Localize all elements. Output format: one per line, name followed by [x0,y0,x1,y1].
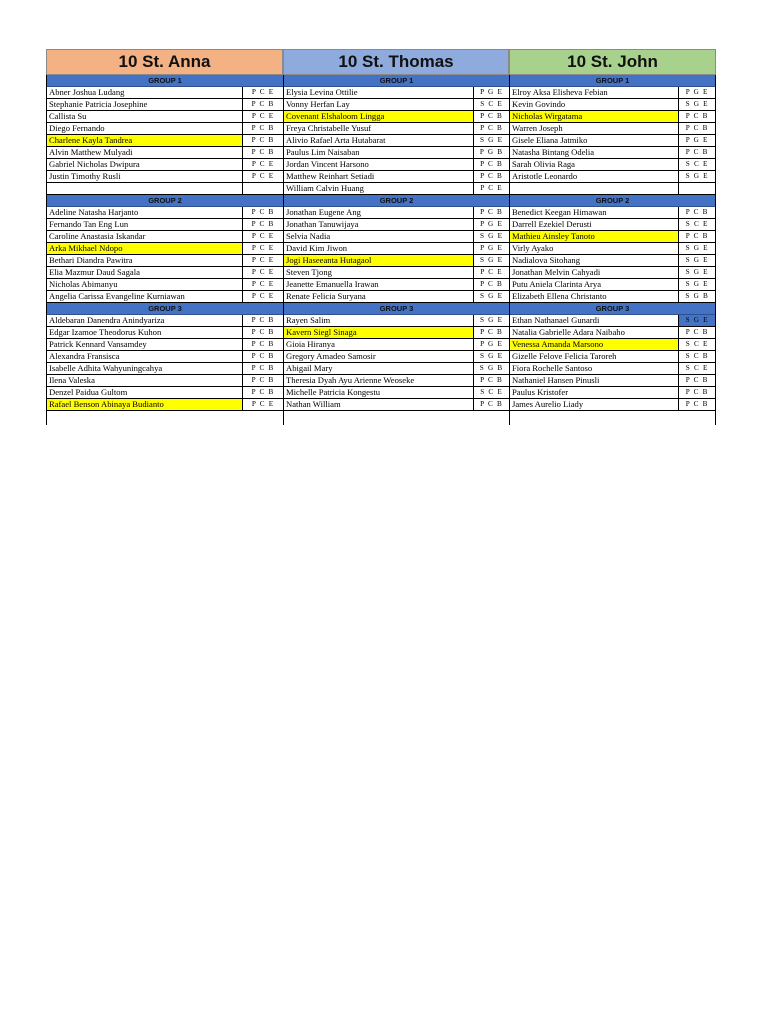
student-row [284,171,509,183]
empty-row [510,411,715,425]
student-row [47,351,283,363]
student-row [510,111,715,123]
student-row [47,99,283,111]
subject-code-cell[interactable]: P C E [251,292,275,300]
class-title-st-anna[interactable]: 10 St. Anna [46,49,283,75]
subject-code-cell[interactable]: P C B [685,148,709,156]
subject-code-cell[interactable]: S G E [479,256,504,264]
student-name-cell[interactable]: Patrick Kennard Vansamdey [47,339,243,350]
student-row [47,219,283,231]
group-header[interactable]: GROUP 1 [510,75,715,87]
student-name-cell[interactable]: Natasha Bintang Odelia [510,147,679,158]
student-name-cell[interactable]: Jeanette Emanuella Irawan [284,279,474,290]
subject-code-cell[interactable]: P G E [480,244,504,252]
group-header[interactable]: GROUP 2 [284,195,509,207]
student-row [47,387,283,399]
student-row [510,255,715,267]
student-name-cell[interactable]: Kevin Govindo [510,99,679,110]
student-row [47,375,283,387]
subject-code-cell[interactable]: S G E [479,316,504,324]
class-column-st-thomas [283,75,509,425]
subject-code-cell[interactable]: P C E [251,280,275,288]
group-header[interactable]: GROUP 2 [47,195,283,207]
student-name-cell[interactable]: Freya Christabelle Yusuf [284,123,474,134]
subject-code-cell[interactable]: S G B [685,292,709,300]
subject-code-cell[interactable]: S G B [479,364,504,372]
student-row [47,123,283,135]
student-row [284,219,509,231]
subject-code-cell[interactable]: P C B [251,220,275,228]
student-name-cell[interactable]: Denzel Paidua Gultom [47,387,243,398]
subject-code-cell[interactable]: P C E [251,172,275,180]
student-row [284,267,509,279]
student-row [284,375,509,387]
student-name-cell[interactable]: Gioia Hiranya [284,339,474,350]
student-name-cell[interactable]: Matthew Reinhart Setiadi [284,171,474,182]
subject-code-cell[interactable]: P C B [251,340,275,348]
subject-code-cell[interactable]: P G E [480,88,504,96]
student-row [284,123,509,135]
subject-code-cell[interactable]: P C B [480,376,504,384]
student-name-cell[interactable]: David Kim Jiwon [284,243,474,254]
subject-code-cell[interactable]: P C B [251,328,275,336]
subject-code-cell[interactable]: P C B [685,208,709,216]
student-name-cell[interactable]: Michelle Patricia Kongestu [284,387,474,398]
subject-code-cell[interactable]: S G E [479,232,504,240]
student-name-cell[interactable]: Elia Mazmur Daud Sagala [47,267,243,278]
student-name-cell[interactable]: Ethan Nathanael Gunardi [510,315,679,326]
student-row [284,231,509,243]
subject-code-cell[interactable]: P G E [480,220,504,228]
student-row [47,279,283,291]
student-row [510,135,715,147]
student-name-cell[interactable]: Angelia Carissa Evangeline Kurniawan [47,291,243,302]
class-columns [46,75,716,425]
student-row [284,291,509,303]
student-row [47,87,283,99]
student-row [510,219,715,231]
subject-code-cell[interactable]: P C B [251,352,275,360]
student-row [510,279,715,291]
subject-code-cell[interactable]: P C E [251,400,275,408]
student-row [284,111,509,123]
student-name-cell[interactable]: Nathaniel Hansen Pinusli [510,375,679,386]
empty-row [284,411,509,425]
subject-code-cell[interactable]: P C B [480,328,504,336]
subject-code-cell[interactable]: P C B [480,400,504,408]
student-row [510,171,715,183]
student-name-cell[interactable]: Virly Ayako [510,243,679,254]
subject-code-cell[interactable] [243,183,283,194]
student-row [284,363,509,375]
student-name-cell[interactable]: Natalia Gabrielle Adara Naibaho [510,327,679,338]
student-row [510,267,715,279]
student-name-cell[interactable]: Callista Su [47,111,243,122]
student-name-cell[interactable]: Renate Felicia Suryana [284,291,474,302]
subject-code-cell[interactable]: P C B [480,280,504,288]
subject-code-cell[interactable]: P C B [251,148,275,156]
student-row [284,315,509,327]
student-row [47,135,283,147]
student-name-cell[interactable]: Jogi Haseeanta Hutagaol [284,255,474,266]
subject-code-cell[interactable]: P G E [685,136,709,144]
student-row [47,315,283,327]
subject-code-cell[interactable]: S C E [480,100,503,108]
subject-code-cell[interactable]: S C B [685,352,709,360]
subject-code-cell[interactable]: S G E [685,256,709,264]
subject-code-cell[interactable]: S G E [479,136,504,144]
student-name-cell[interactable]: Nadialova Sitohang [510,255,679,266]
student-name-cell[interactable]: Gregory Amadeo Samosir [284,351,474,362]
subject-code-cell[interactable]: S C E [685,364,709,372]
subject-code-cell[interactable]: S G E [685,172,709,180]
student-name-cell[interactable]: Paulus Kristofer [510,387,679,398]
student-row [284,279,509,291]
student-name-cell[interactable]: Benedict Keegan Himawan [510,207,679,218]
subject-code-cell[interactable]: P C B [251,100,275,108]
student-name-cell[interactable] [510,183,679,194]
student-name-cell[interactable]: Abner Joshua Ludang [47,87,243,98]
group-header[interactable]: GROUP 1 [284,75,509,87]
student-name-cell[interactable]: Isabelle Adhita Wahyuningcahya [47,363,243,374]
subject-code-cell[interactable]: P C B [685,112,709,120]
student-name-cell[interactable]: Aldebaran Danendra Anindyariza [47,315,243,326]
student-name-cell[interactable]: Diego Fernando [47,123,243,134]
class-title-st-thomas[interactable]: 10 St. Thomas [283,49,509,75]
subject-code-cell[interactable]: P C B [480,160,504,168]
subject-code-cell[interactable]: P C B [251,376,275,384]
student-name-cell[interactable]: Aristotle Leonardo [510,171,679,182]
group-header[interactable]: GROUP 3 [510,303,715,315]
student-row [47,183,283,195]
student-name-cell[interactable]: Ilena Valeska [47,375,243,386]
subject-code-cell[interactable]: P C B [685,124,709,132]
subject-code-cell[interactable]: P C B [251,124,275,132]
student-name-cell[interactable]: Jonathan Eugene Ang [284,207,474,218]
group-header[interactable]: GROUP 3 [47,303,283,315]
student-row [284,99,509,111]
subject-code-cell[interactable]: S G E [685,244,709,252]
group-header[interactable]: GROUP 1 [47,75,283,87]
student-name-cell[interactable]: Nicholas Abimanyu [47,279,243,290]
student-row [284,243,509,255]
student-row [47,159,283,171]
student-row [284,327,509,339]
subject-code-cell[interactable]: P C E [251,268,275,276]
student-name-cell[interactable]: Stephanie Patricia Josephine [47,99,243,110]
student-name-cell[interactable]: Alexandra Fransisca [47,351,243,362]
student-name-cell[interactable]: Elysia Levina Ottilie [284,87,474,98]
student-row [510,315,715,327]
student-name-cell[interactable]: Jonathan Tanuwijaya [284,219,474,230]
student-name-cell[interactable]: Alivio Rafael Arta Hutabarat [284,135,474,146]
student-row [284,207,509,219]
subject-code-cell[interactable]: S C E [685,340,709,348]
student-row [47,231,283,243]
student-row [47,147,283,159]
student-row [510,123,715,135]
class-group-sheet [46,49,716,425]
subject-code-cell[interactable]: P G E [480,340,504,348]
subject-code-cell[interactable]: S G E [479,352,504,360]
class-column-st-anna [46,75,283,425]
subject-code-cell[interactable]: P G E [685,88,709,96]
subject-code-cell[interactable]: S G E [685,100,709,108]
student-name-cell[interactable]: Covenant Elshaloom Lingga [284,111,474,122]
student-name-cell[interactable]: Edgar Izamoe Theodorus Kuhon [47,327,243,338]
subject-code-cell[interactable]: P C E [251,232,275,240]
subject-code-cell[interactable]: P C E [480,268,503,276]
class-title-row [46,49,716,75]
student-row [510,231,715,243]
student-name-cell[interactable]: Paulus Lim Naisaban [284,147,474,158]
student-name-cell[interactable]: Darrell Ezekiel Derusti [510,219,679,230]
student-name-cell[interactable]: Gizelle Felove Felicia Taroreh [510,351,679,362]
student-row [510,375,715,387]
class-column-st-john [509,75,716,425]
student-row [284,399,509,411]
student-row [284,387,509,399]
student-name-cell[interactable]: Mathieu Ainsley Tanoto [510,231,679,242]
student-name-cell[interactable]: Warren Joseph [510,123,679,134]
student-row [510,99,715,111]
subject-code-cell[interactable]: P C B [685,400,709,408]
student-name-cell[interactable]: James Aurelio Liady [510,399,679,410]
student-row [284,339,509,351]
subject-code-cell[interactable]: S G E [479,292,504,300]
student-row [510,363,715,375]
student-row [510,339,715,351]
student-name-cell[interactable]: Gisele Eliana Jatmiko [510,135,679,146]
subject-code-cell[interactable]: P C B [480,124,504,132]
student-name-cell[interactable] [47,183,243,194]
student-name-cell[interactable]: Rafael Benson Abinaya Budianto [47,399,243,410]
student-row [510,291,715,303]
student-row [47,171,283,183]
subject-code-cell[interactable]: P C E [251,88,275,96]
student-row [284,147,509,159]
student-row [510,387,715,399]
student-row [510,351,715,363]
student-name-cell[interactable]: Fiora Rochelle Santoso [510,363,679,374]
student-row [510,183,715,195]
subject-code-cell[interactable]: S G E [685,268,709,276]
subject-code-cell[interactable]: S G E [679,315,715,326]
student-name-cell[interactable]: Jordan Vincent Harsono [284,159,474,170]
student-row [284,135,509,147]
student-row [510,159,715,171]
student-row [47,111,283,123]
subject-code-cell[interactable]: P C B [251,208,275,216]
group-header[interactable]: GROUP 3 [284,303,509,315]
student-row [47,363,283,375]
student-row [284,87,509,99]
subject-code-cell[interactable]: P G B [479,148,504,156]
subject-code-cell[interactable]: P C E [251,112,275,120]
subject-code-cell[interactable]: P C B [480,208,504,216]
student-name-cell[interactable]: Vonny Herfan Lay [284,99,474,110]
student-row [510,327,715,339]
student-name-cell[interactable]: Nathan William [284,399,474,410]
student-name-cell[interactable]: Steven Tjong [284,267,474,278]
student-name-cell[interactable]: Elizabeth Ellena Christanto [510,291,679,302]
student-name-cell[interactable]: William Calvin Huang [284,183,474,194]
student-row [47,327,283,339]
student-name-cell[interactable]: Caroline Anastasia Iskandar [47,231,243,242]
student-name-cell[interactable]: Kavern Siegl Sinaga [284,327,474,338]
student-row [284,159,509,171]
student-row [284,351,509,363]
subject-code-cell[interactable]: S C E [685,220,709,228]
student-name-cell[interactable]: Abigail Mary [284,363,474,374]
subject-code-cell[interactable] [679,183,715,194]
subject-code-cell[interactable]: S C E [480,388,503,396]
student-row [284,183,509,195]
subject-code-cell[interactable]: P C B [685,328,709,336]
subject-code-cell[interactable]: P C B [685,376,709,384]
subject-code-cell[interactable]: P C B [685,232,709,240]
student-name-cell[interactable]: Justin Timothy Rusli [47,171,243,182]
student-row [510,87,715,99]
subject-code-cell[interactable]: P C B [251,136,275,144]
student-name-cell[interactable]: Charlene Kayla Tandrea [47,135,243,146]
student-name-cell[interactable]: Theresia Dyah Ayu Arienne Weoseke [284,375,474,386]
student-row [510,243,715,255]
student-name-cell[interactable]: Alvin Matthew Mulyadi [47,147,243,158]
student-name-cell[interactable]: Gabriel Nicholas Dwipura [47,159,243,170]
student-name-cell[interactable]: Jonathan Melvin Cahyadi [510,267,679,278]
student-row [47,267,283,279]
student-name-cell[interactable]: Bethari Diandra Pawitra [47,255,243,266]
student-row [47,399,283,411]
student-name-cell[interactable]: Selvia Nadia [284,231,474,242]
student-name-cell[interactable]: Putu Aniela Clarinta Arya [510,279,679,290]
empty-row [47,411,283,425]
subject-code-cell[interactable]: P C B [480,172,504,180]
group-header[interactable]: GROUP 2 [510,195,715,207]
subject-code-cell[interactable]: P C B [251,364,275,372]
student-name-cell[interactable]: Arka Mikhael Ndopo [47,243,243,254]
student-row [47,207,283,219]
student-name-cell[interactable]: Elroy Aksa Elisheva Febian [510,87,679,98]
student-row [47,243,283,255]
student-name-cell[interactable]: Rayen Salim [284,315,474,326]
subject-code-cell[interactable]: P C B [251,388,275,396]
student-name-cell[interactable]: Adeline Natasha Harjanto [47,207,243,218]
subject-code-cell[interactable]: P C B [251,316,275,324]
student-row [510,207,715,219]
student-row [47,255,283,267]
student-name-cell[interactable]: Nicholas Wirgatama [510,111,679,122]
student-row [510,399,715,411]
student-row [284,255,509,267]
class-title-st-john[interactable]: 10 St. John [509,49,716,75]
subject-code-cell[interactable]: P C B [685,388,709,396]
student-row [47,291,283,303]
subject-code-cell[interactable]: S G E [685,280,709,288]
student-name-cell[interactable]: Venessa Amanda Marsono [510,339,679,350]
subject-code-cell[interactable]: S C E [685,160,709,168]
student-row [510,147,715,159]
subject-code-cell[interactable]: P C B [480,112,504,120]
subject-code-cell[interactable]: P C E [251,160,275,168]
student-row [47,339,283,351]
subject-code-cell[interactable]: P C E [480,184,503,192]
subject-code-cell[interactable]: P C E [251,256,275,264]
student-name-cell[interactable]: Sarah Olivia Raga [510,159,679,170]
subject-code-cell[interactable]: P C E [251,244,275,252]
student-name-cell[interactable]: Fernando Tan Eng Lun [47,219,243,230]
